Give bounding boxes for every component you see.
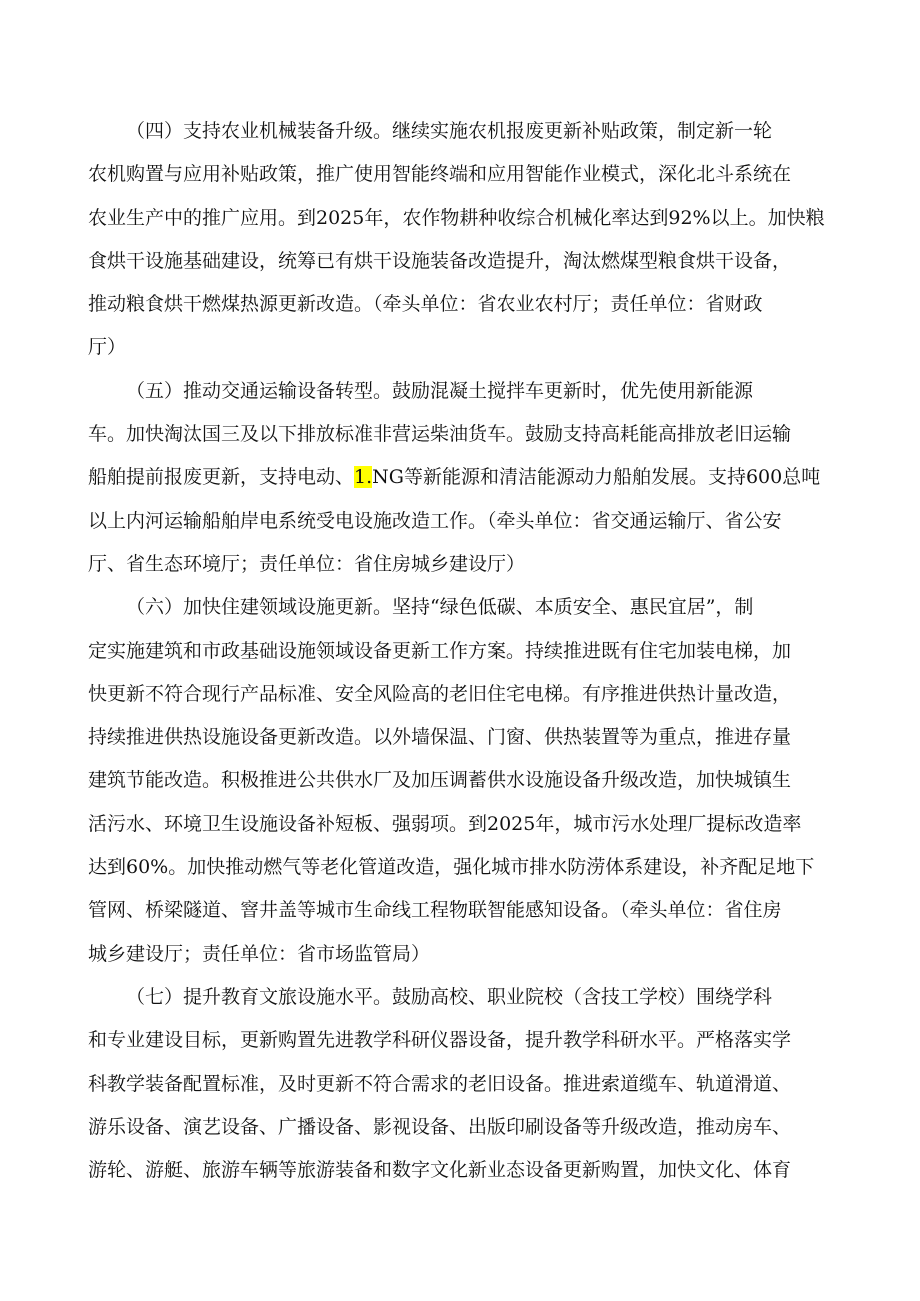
paragraph-transport-equipment bbox=[88, 370, 828, 586]
text-line: 游轮、游艇、旅游车辆等旅游装备和数字文化新业态设备更新购置，加快文化、体育 bbox=[88, 1159, 792, 1182]
paragraph-agricultural-machinery bbox=[88, 110, 828, 370]
text-line: 活污水、环境卫生设施设备补短板、强弱项。到2025年，城市污水处理厂提标改造率 bbox=[88, 812, 802, 835]
document-body bbox=[88, 110, 828, 1192]
text-line: 城乡建设厅；责任单位：省市场监管局） bbox=[88, 942, 431, 965]
text-line: 科教学装备配置标准，及时更新不符合需求的老旧设备。推进索道缆车、轨道滑道、 bbox=[88, 1072, 792, 1095]
text-line: 以上内河运输船舶岸电系统受电设施改造工作。（牵头单位：省交通运输厅、省公安 bbox=[88, 509, 782, 532]
text-line: 食烘干设施基础建设，统筹已有烘干设施装备改造提升，淘汰燃煤型粮食烘干设备， bbox=[88, 249, 792, 272]
text-line: 推动粮食烘干燃煤热源更新改造。（牵头单位：省农业农村厅；责任单位：省财政 bbox=[88, 293, 763, 316]
paragraph-housing-construction bbox=[88, 586, 828, 976]
text-line: （七）提升教育文旅设施水平。鼓励高校、职业院校（含技工学校）围绕学科 bbox=[126, 985, 773, 1008]
text-segment: 船舶提前报废更新，支持电动、 bbox=[88, 466, 355, 489]
text-line: 建筑节能改造。积极推进公共供水厂及加压调蓄供水设施设备升级改造，加快城镇生 bbox=[88, 769, 792, 792]
text-line: 车。加快淘汰国三及以下排放标准非营运柴油货车。鼓励支持高耗能高排放老旧运输 bbox=[88, 423, 792, 446]
text-line: 定实施建筑和市政基础设施领域设备更新工作方案。持续推进既有住宅加装电梯，加 bbox=[88, 639, 792, 662]
text-line: 快更新不符合现行产品标准、安全风险高的老旧住宅电梯。有序推进供热计量改造， bbox=[88, 682, 792, 705]
text-line-with-highlight bbox=[88, 456, 828, 499]
text-line: 持续推进供热设施设备更新改造。以外墙保温、门窗、供热装置等为重点，推进存量 bbox=[88, 726, 792, 749]
text-line: 和专业建设目标，更新购置先进教学科研仪器设备，提升教学科研水平。严格落实学 bbox=[88, 1029, 792, 1052]
text-line: 农机购置与应用补贴政策，推广使用智能终端和应用智能作业模式，深化北斗系统在 bbox=[88, 163, 792, 186]
paragraph-education-culture-tourism bbox=[88, 976, 828, 1192]
text-line: 农业生产中的推广应用。到2025年，农作物耕种收综合机械化率达到92%以上。加快粮 bbox=[88, 206, 825, 229]
text-line: 管网、桥梁隧道、窨井盖等城市生命线工程物联智能感知设备。（牵头单位：省住房 bbox=[88, 899, 782, 922]
text-line: （五）推动交通运输设备转型。鼓励混凝土搅拌车更新时，优先使用新能源 bbox=[126, 379, 754, 402]
text-line: （四）支持农业机械装备升级。继续实施农机报废更新补贴政策，制定新一轮 bbox=[126, 120, 773, 142]
highlighted-text: 1. bbox=[354, 466, 373, 489]
text-line: 厅、省生态环境厅；责任单位：省住房城乡建设厅） bbox=[88, 552, 526, 575]
text-line: 厅） bbox=[88, 336, 127, 359]
text-line: （六）加快住建领域设施更新。坚持“绿色低碳、本质安全、惠民宜居”，制 bbox=[126, 596, 754, 619]
text-segment: NG等新能源和清洁能源动力船舶发展。支持600总吨 bbox=[372, 466, 821, 489]
text-line: 达到60%。加快推动燃气等老化管道改造，强化城市排水防涝体系建设，补齐配足地下 bbox=[88, 856, 815, 879]
text-line: 游乐设备、演艺设备、广播设备、影视设备、出版印刷设备等升级改造，推动房车、 bbox=[88, 1115, 792, 1138]
